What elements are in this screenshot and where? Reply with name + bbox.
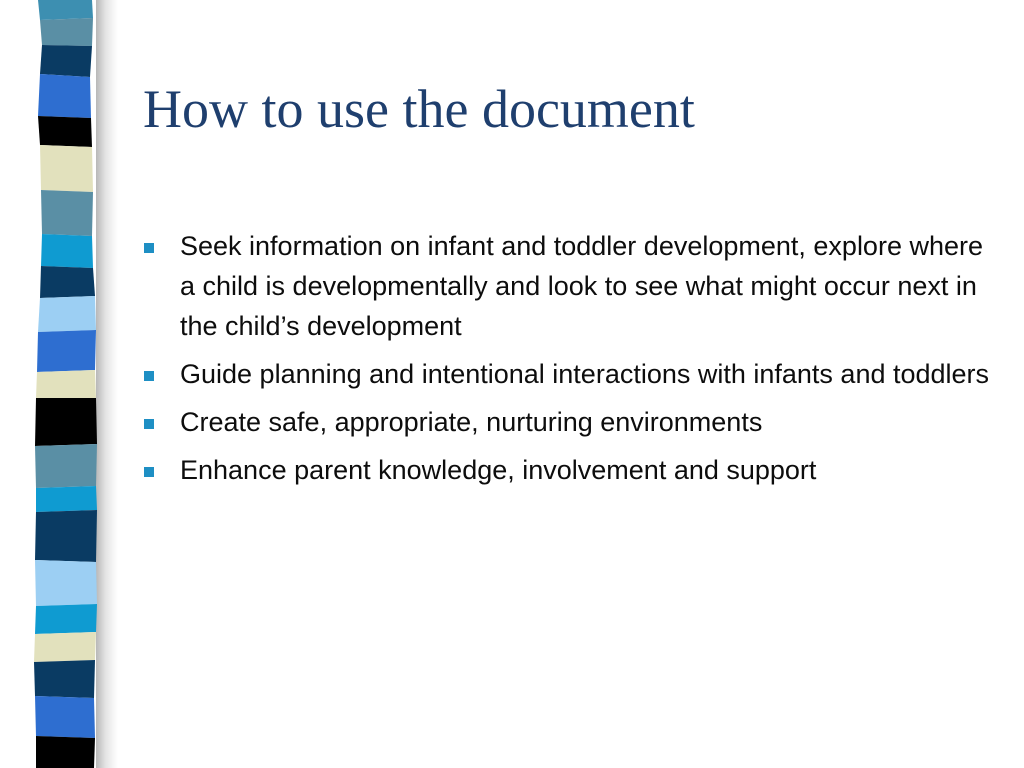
stripe-block	[36, 370, 96, 398]
stripe-block	[41, 234, 93, 268]
bullet-text: Seek information on infant and toddler development, explore where a child is developmentally and look to see what might occur next in the child’s development	[180, 231, 983, 341]
stripe-block	[35, 398, 97, 446]
bullet-list	[143, 226, 1003, 498]
bullet-text: Enhance parent knowledge, involvement and support	[180, 455, 817, 485]
stripe-block	[35, 444, 97, 488]
stripe-block	[36, 486, 97, 512]
stripe-block	[34, 632, 96, 662]
stripe-block	[35, 604, 97, 634]
bullet-item	[143, 450, 1003, 490]
stripe-block	[38, 296, 96, 332]
stripe-block	[38, 74, 91, 118]
decorative-stripe	[0, 0, 118, 768]
bullet-text: Create safe, appropriate, nurturing environments	[180, 407, 763, 437]
stripe-block	[40, 45, 92, 77]
bullet-item	[143, 226, 1003, 346]
stripe-block	[38, 0, 93, 20]
stripe-block	[35, 510, 97, 562]
bullet-item	[143, 402, 1003, 442]
square-bullet-icon	[144, 467, 154, 477]
stripe-block	[38, 116, 92, 147]
stripe-graphic	[0, 0, 118, 768]
stripe-block	[35, 696, 95, 738]
square-bullet-icon	[144, 243, 154, 253]
bullet-item	[143, 354, 1003, 394]
slide-title: How to use the document	[143, 79, 695, 139]
stripe-block	[36, 736, 95, 768]
stripe-block	[41, 190, 93, 236]
square-bullet-icon	[144, 419, 154, 429]
bullet-text: Guide planning and intentional interactions with infants and toddlers	[180, 359, 990, 389]
stripe-block	[40, 145, 93, 192]
stripe-block	[40, 18, 93, 46]
square-bullet-icon	[144, 371, 154, 381]
stripe-block	[40, 266, 95, 298]
stripe-block	[35, 560, 97, 606]
stripe-block	[37, 330, 96, 372]
stripe-block	[34, 660, 95, 698]
